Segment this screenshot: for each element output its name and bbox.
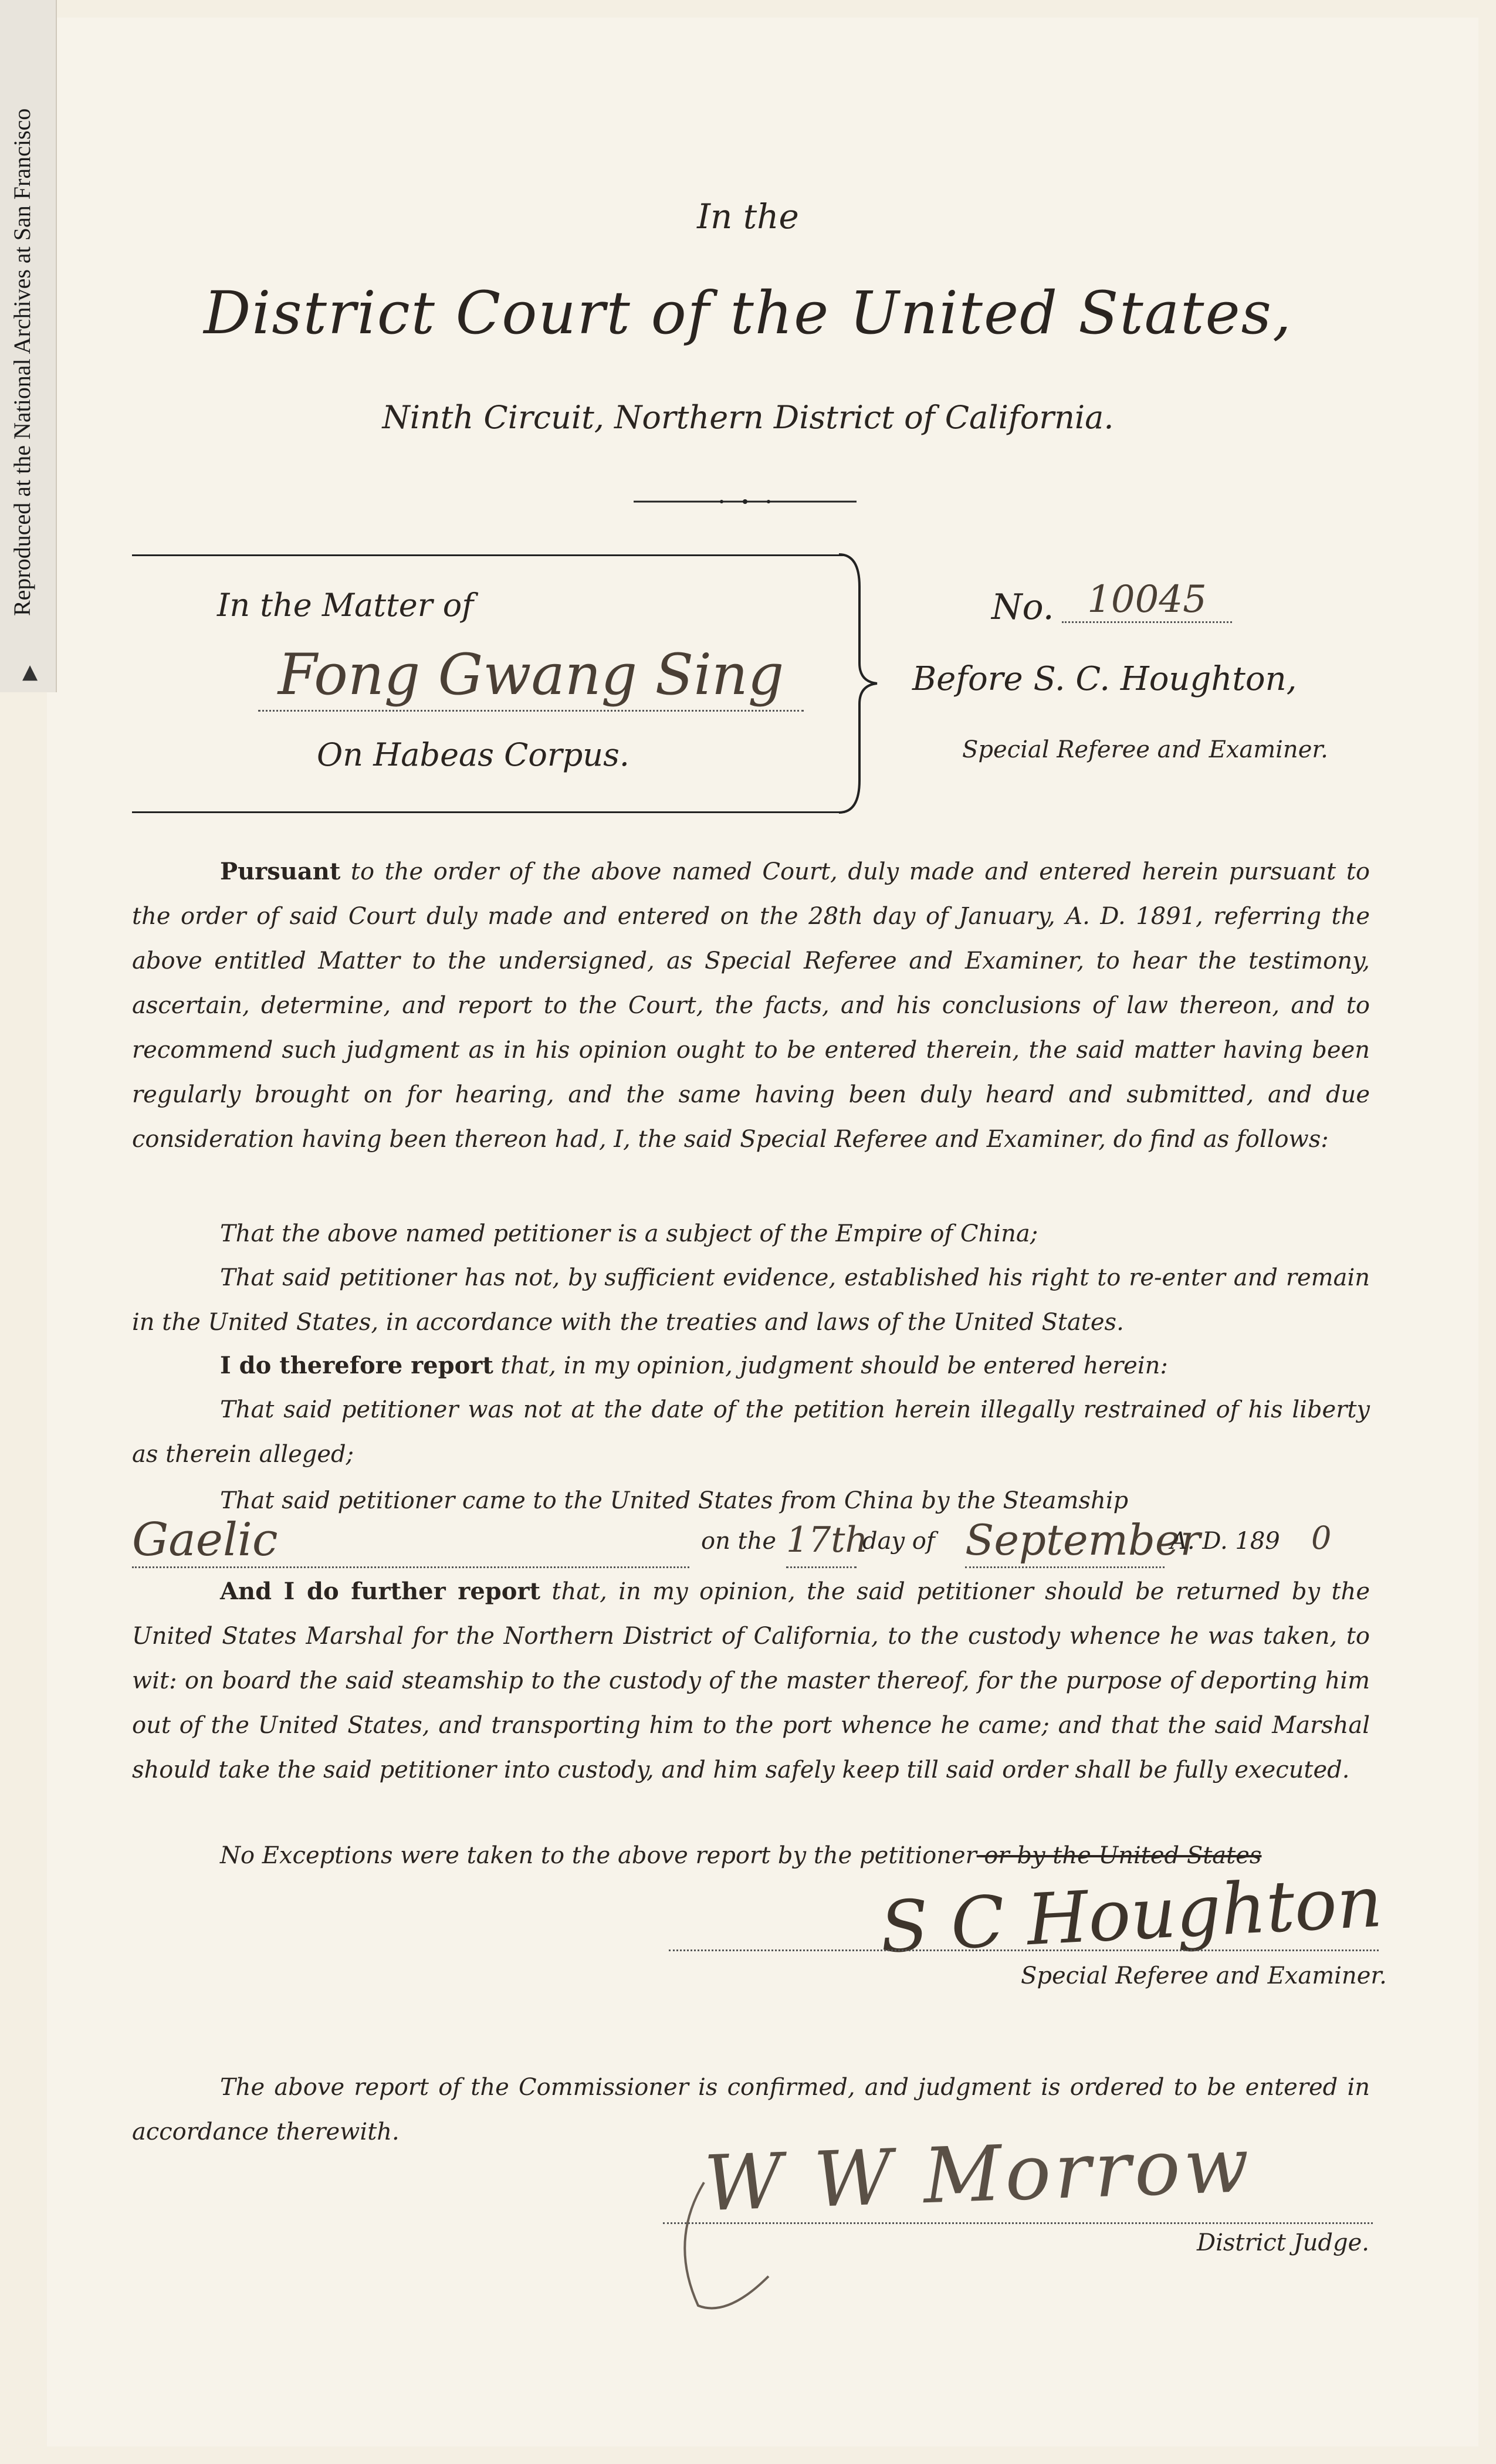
exceptions-text: No Exceptions were taken to the above report by the petitioner xyxy=(220,1842,977,1869)
header-in-the: In the xyxy=(697,197,799,236)
ship-name-field[interactable]: Gaelic xyxy=(132,1514,689,1568)
matter-label: In the Matter of xyxy=(217,587,474,624)
pursuant-lead: Pursuant xyxy=(220,858,341,885)
on-the-label: on the xyxy=(701,1528,777,1555)
archive-stamp: Reproduced at the National Archives at San Francisco xyxy=(9,108,35,616)
referee-title: Special Referee and Examiner. xyxy=(962,736,1328,763)
habeas-label: On Habeas Corpus. xyxy=(317,736,629,773)
therefore-report xyxy=(132,1343,1370,1388)
before-referee: Before S. C. Houghton, xyxy=(912,660,1297,698)
further-text: that, in my opinion, the said petitioner should be returned by the United States Marshal for the Northern District of California, to the custody whence he was taken, to wit: on board the said steamship to the custody of the master thereof, for the purpose of deporting him out of the United States, and transporting him to the port whence he came; and that the said Marshal should take the said petitioner into custody, and him safely keep till said order shall be fully executed. xyxy=(132,1578,1370,1783)
finding-not-restrained: That said petitioner was not at the date of the petition herein illegally restrained of his liberty as therein alleged; xyxy=(132,1396,1370,1468)
petitioner-name-field[interactable]: Fong Gwang Sing xyxy=(258,639,804,712)
pursuant-text: to the order of the above named Court, duly made and entered herein pursuant to the order of said Court duly made and entered on the 28th day of January, A. D. 1891, referring the above entitled Matter to the undersigned, as Special Referee and Examiner, to hear the testimony, ascertain, determine, and report to the Court, the facts, and his conclusions of law thereon, and to recommend such judgment as in his opinion ought to be entered therein, the said matter having been regularly brought on for hearing, and the same having been duly heard and submitted, and due consideration having been thereon had, I, the said Special Referee and Examiner, do find as follows: xyxy=(132,858,1370,1153)
exceptions-struck-text: or by the United States xyxy=(976,1842,1262,1869)
judge-caption: District Judge. xyxy=(1197,2229,1369,2256)
referee-signature: S C Houghton xyxy=(878,1861,1385,1969)
day-of-label: day of xyxy=(862,1528,935,1555)
finding-steamship: That said petitioner came to the United States from China by the Steamship xyxy=(220,1487,1129,1514)
pursuant-paragraph xyxy=(132,849,1370,1162)
referee-signature-line xyxy=(669,1948,1379,1951)
case-number-label: No. xyxy=(991,587,1054,628)
further-lead: And I do further report xyxy=(220,1578,540,1605)
confirmation-paragraph: The above report of the Commissioner is confirmed, and judgment is ordered to be entered in accordance therewith. xyxy=(132,2074,1370,2145)
day-field[interactable]: 17th xyxy=(786,1514,857,1568)
finding-china: That the above named petitioner is a subject of the Empire of China; xyxy=(220,1220,1038,1247)
year-digit-field[interactable]: 0 xyxy=(1311,1519,1332,1556)
case-number-field[interactable]: 10045 xyxy=(1062,578,1232,623)
ornamental-rule xyxy=(634,499,857,505)
further-report xyxy=(132,1569,1370,1792)
finding-no-right: That said petitioner has not, by sufficient evidence, established his right to re-enter and remain in the United States, in accordance with the treaties and laws of the United States. xyxy=(132,1264,1370,1336)
spine-mark: ▲ xyxy=(22,660,38,683)
judge-signature-line xyxy=(663,2221,1373,2224)
brace-icon xyxy=(833,551,880,815)
referee-caption: Special Referee and Examiner. xyxy=(1021,1962,1387,1989)
ad-label: A. D. 189 xyxy=(1170,1528,1280,1555)
therefore-text: that, in my opinion, judgment should be entered herein: xyxy=(493,1352,1168,1379)
circuit-line: Ninth Circuit, Northern District of California. xyxy=(382,399,1114,436)
court-title: District Court of the United States, xyxy=(204,279,1292,347)
steamship-line xyxy=(132,1514,1370,1566)
judge-signature: W W Morrow xyxy=(702,2120,1254,2229)
therefore-lead: I do therefore report xyxy=(220,1352,493,1379)
month-field[interactable]: September xyxy=(965,1514,1165,1568)
